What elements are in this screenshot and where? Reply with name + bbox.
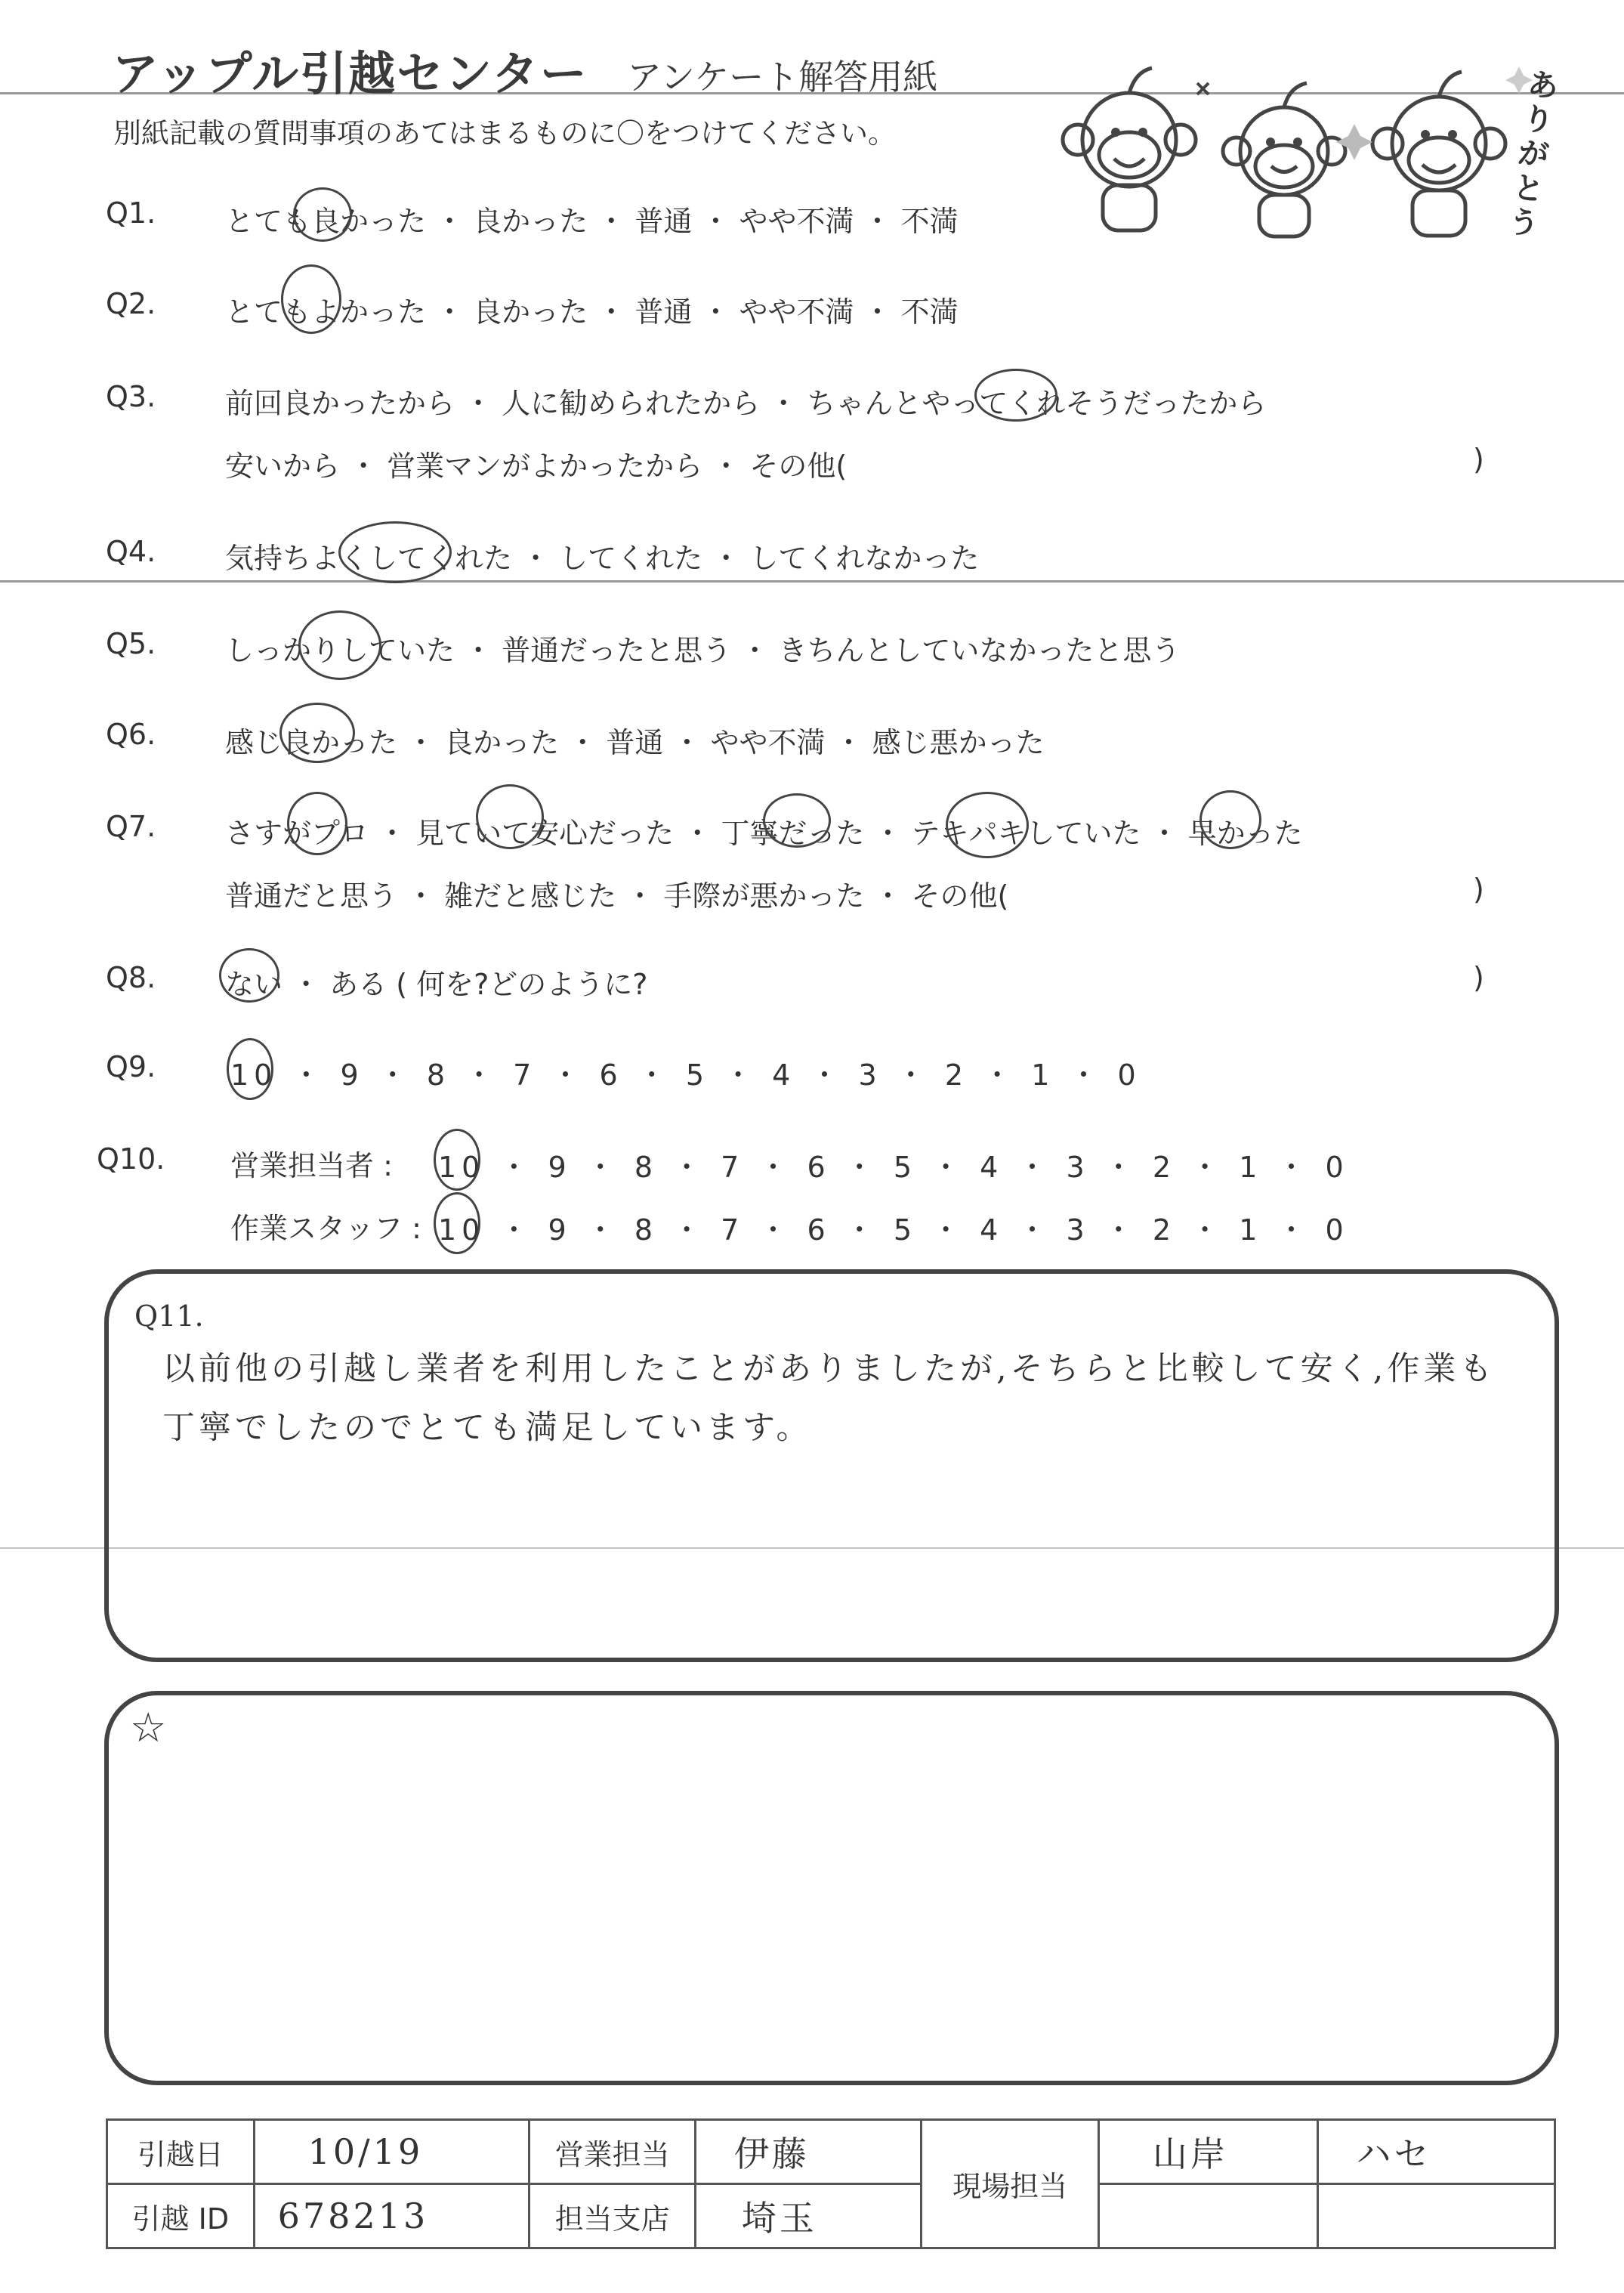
q11-number: Q11. <box>134 1299 204 1333</box>
move-id-value <box>254 2184 529 2248</box>
q4-options: 気持ちよくしてくれた ・ してくれた ・ してくれなかった <box>225 542 980 575</box>
sales-rep-value <box>695 2120 922 2184</box>
move-date-handwriting: 10/19 <box>307 2131 424 2172</box>
q11-answer-box <box>104 1269 1559 1662</box>
site-rep-value-2 <box>1317 2120 1555 2184</box>
q1-number: Q1. <box>106 196 156 230</box>
form-title: アップル引越センター <box>112 46 588 101</box>
branch-label: 担当支店 <box>529 2184 696 2248</box>
q2-options: とてもよかった ・ 良かった ・ 普通 ・ やや不満 ・ 不満 <box>225 295 959 329</box>
q2-number: Q2. <box>106 287 156 320</box>
q10-sales-scale: 10 ・ 9 ・ 8 ・ 7 ・ 6 ・ 5 ・ 4 ・ 3 ・ 2 ・ 1 ・ 0 <box>438 1151 1349 1184</box>
branch-handwriting: 埼玉 <box>741 2198 817 2239</box>
site-rep-handwriting-2: ハセ <box>1356 2134 1432 2174</box>
move-info-table <box>106 2118 1556 2249</box>
site-rep-label: 現場担当 <box>922 2120 1099 2248</box>
q7-close-paren: ) <box>1473 873 1484 906</box>
form-instruction: 別紙記載の質問事項のあてはまるものに〇をつけてください。 <box>113 117 896 150</box>
q10-staff-scale: 10 ・ 9 ・ 8 ・ 7 ・ 6 ・ 5 ・ 4 ・ 3 ・ 2 ・ 1 ・ 0 <box>438 1213 1349 1247</box>
form-subtitle: アンケート解答用紙 <box>627 57 938 97</box>
q3-number: Q3. <box>106 380 156 413</box>
q7-options-line1: さすがプロ ・ 見ていて安心だった ・ 丁寧だった ・ テキパキしていた ・ 早かった <box>225 817 1303 850</box>
move-date-value <box>254 2120 529 2184</box>
q4-number: Q4. <box>106 535 156 568</box>
branch-value <box>695 2184 922 2248</box>
q10-sales-label: 営業担当者 : <box>230 1149 393 1182</box>
q6-number: Q6. <box>106 718 156 751</box>
site-rep-handwriting-1: 山岸 <box>1152 2134 1228 2174</box>
q10-staff-label: 作業スタッフ : <box>230 1212 421 1245</box>
q8-options: ない ・ ある ( 何を?どのように? <box>225 968 648 1001</box>
q5-number: Q5. <box>106 627 156 660</box>
free-comment-star-marker: ☆ <box>130 1704 167 1751</box>
q1-options: とても良かった ・ 良かった ・ 普通 ・ やや不満 ・ 不満 <box>225 205 959 238</box>
q10-number: Q10. <box>97 1142 165 1176</box>
monkey-mascot-illustration <box>1046 53 1575 249</box>
move-id-label: 引越 ID <box>107 2184 255 2248</box>
q9-number: Q9. <box>106 1050 156 1083</box>
site-rep-empty-2 <box>1317 2184 1555 2248</box>
move-id-handwriting: 678213 <box>277 2196 429 2236</box>
q7-options-line2: 普通だと思う ・ 雑だと感じた ・ 手際が悪かった ・ その他( <box>225 879 1009 913</box>
scan-line-middle <box>0 580 1624 583</box>
q3-options-line2: 安いから ・ 営業マンがよかったから ・ その他( <box>225 450 848 483</box>
q6-options: 感じ良かった ・ 良かった ・ 普通 ・ やや不満 ・ 感じ悪かった <box>225 726 1045 759</box>
site-rep-value-1 <box>1098 2120 1317 2184</box>
sales-rep-handwriting: 伊藤 <box>733 2134 810 2174</box>
free-comment-box <box>104 1691 1559 2085</box>
move-date-label: 引越日 <box>107 2120 255 2184</box>
mascot-caption: ありがとう <box>1506 66 1561 243</box>
q5-options: しっかりしていた ・ 普通だったと思う ・ きちんとしていなかったと思う <box>225 634 1181 667</box>
q8-number: Q8. <box>106 961 156 994</box>
q3-options-line1: 前回良かったから ・ 人に勧められたから ・ ちゃんとやってくれそうだったから <box>225 387 1267 420</box>
q7-number: Q7. <box>106 810 156 843</box>
q8-close-paren: ) <box>1473 961 1484 994</box>
q9-scale: 10 ・ 9 ・ 8 ・ 7 ・ 6 ・ 5 ・ 4 ・ 3 ・ 2 ・ 1 ・ 0 <box>230 1058 1141 1092</box>
sales-rep-label: 営業担当 <box>529 2120 696 2184</box>
q11-answer-line1: 以前他の引越し業者を利用したことがありましたが,そちらと比較して安く,作業も <box>162 1350 1496 1388</box>
site-rep-empty-1 <box>1098 2184 1317 2248</box>
q11-answer-line2: 丁寧でしたのでとても満足しています。 <box>162 1409 813 1447</box>
q3-close-paren: ) <box>1473 443 1484 476</box>
